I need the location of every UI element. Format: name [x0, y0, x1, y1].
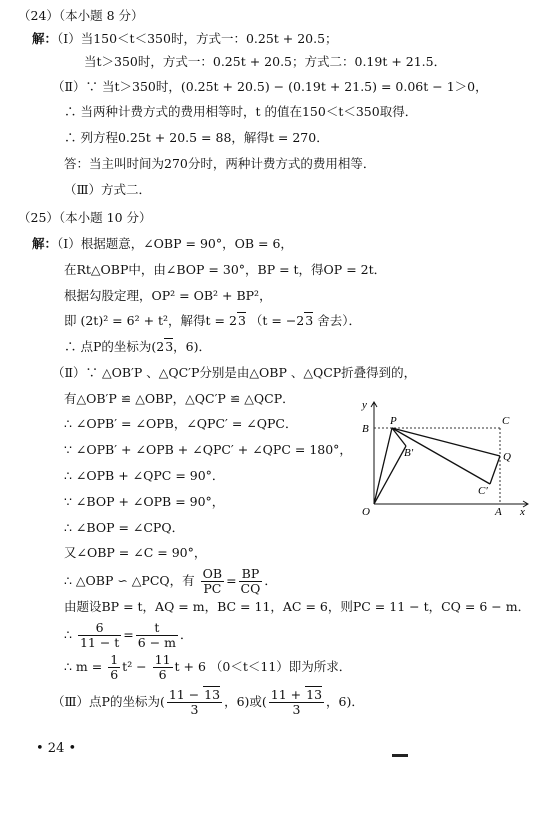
label-a: A	[495, 506, 502, 516]
label-c-prime: C′	[478, 485, 488, 497]
q25-part2-line3: ∴ ∠OPB′ = ∠OPB，∠QPC′ = ∠QPC．	[64, 416, 298, 431]
line-c-prime-q	[490, 456, 500, 484]
q24-part2-line2: ∴ 当两种计费方式的费用相等时，t 的值在150＜t＜350取得．	[64, 104, 418, 119]
label-y: y	[362, 399, 367, 411]
q25-part2-line11: ∴ $\frac{6}{11 - t}$ = $\frac{t}{6 - m}$ ．	[64, 620, 193, 650]
label-q: Q	[503, 451, 511, 463]
q25-part2-line10: 由题设BP = t，AQ = m，BC = 11，AC = 6，则PC = 11 − t，CQ = 6 − m．	[64, 599, 531, 614]
q25-part2-line2: 有△OB′P ≌ △OBP，△QC′P ≌ △QCP．	[64, 391, 295, 406]
q25-part1-line5: ∴ 点P的坐标为(23，6)．	[64, 339, 212, 354]
q24-header: （24）（本小题 8 分）	[18, 8, 144, 23]
q24-part2-line1: （Ⅱ）∵ 当t＞350时，(0.25t + 20.5) − (0.19t + 21.5) = 0.06t − 1＞0，	[52, 79, 488, 94]
fraction-11-plus-sqrt13: $\frac{11 + 13}{3}$	[270, 687, 323, 717]
q24-part2-line3: ∴ 列方程0.25t + 20.5 = 88，解得t = 270．	[64, 130, 329, 145]
label-o: O	[362, 506, 370, 516]
q25-part1-line2: 在Rt△OBP中，由∠BOP = 30°，BP = t，得OP = 2t．	[64, 262, 387, 277]
q25-solution-label: 解：	[32, 236, 58, 251]
sqrt-3: 3	[237, 313, 246, 328]
q25-part1-a: （Ⅰ）根据题意，∠OBP = 90°，OB = 6，	[57, 236, 293, 251]
label-b-prime: B′	[404, 447, 414, 459]
line-ob-prime	[374, 446, 406, 504]
label-p: P	[390, 415, 397, 427]
q24-part1-line2: 当t＞350时，方式一：0.25t + 20.5；方式二：0.19t + 21.5．	[84, 54, 447, 69]
q25-part1-line1	[32, 236, 293, 252]
label-c: C	[502, 415, 510, 427]
q25-part2-line1: （Ⅱ）∵ △OB′P 、△QC′P分别是由△OBP 、△QCP折叠得到的，	[52, 365, 417, 380]
q25-part3-line: （Ⅲ）点P的坐标为( $\frac{11 - 13}{3}$ ，6)或( $\frac{11 + 13}{3}$ ，6)．	[52, 687, 364, 717]
q24-answer-line: 答：当主叫时间为270分时，两种计费方式的费用相等．	[64, 156, 376, 171]
q25-part2-line12: ∴ m = $\frac{1}{6}$ t² − $\frac{11}{6}$ t + 6 （0＜t＜11）即为所求．	[64, 652, 352, 682]
q25-part1-line3: 根据勾股定理，OP² = OB² + BP²，	[64, 288, 272, 303]
q25-part2-line5: ∴ ∠OPB + ∠QPC = 90°．	[64, 468, 225, 483]
q25-part2-line4: ∵ ∠OPB′ + ∠OPB + ∠QPC′ + ∠QPC = 180°，	[64, 442, 352, 457]
q25-part2-line6: ∵ ∠BOP + ∠OPB = 90°，	[64, 494, 225, 509]
q25-part1-line4: 即 (2t)² = 6² + t²，解得t = 23 （t = −23 舍去）．	[64, 313, 361, 328]
label-b: B	[362, 423, 369, 435]
line-op	[374, 428, 392, 504]
fraction-11-6: $\frac{11}{6}$	[154, 652, 171, 682]
label-x: x	[520, 506, 525, 516]
sqrt-3: 3	[305, 313, 314, 328]
q25-header: （25）（本小题 10 分）	[18, 210, 152, 225]
q25-part2-line7: ∴ ∠BOP = ∠CPQ．	[64, 520, 185, 535]
fraction-t-over-6-m: $\frac{t}{6 - m}$	[137, 620, 177, 650]
q25-part2-line8: 又∠OBP = ∠C = 90°，	[64, 545, 207, 560]
decorative-dash	[392, 754, 408, 757]
q24-part1-line1	[32, 31, 338, 47]
q24-solution-label: 解：	[32, 31, 58, 46]
q25-part2-line9: ∴ △OBP ∽ △PCQ，有 $\frac{OB}{PC}$ = $\frac{BP}{CQ}$ ．	[64, 566, 277, 596]
fraction-11-minus-sqrt13: $\frac{11 - 13}{3}$	[168, 687, 221, 717]
q24-part1-a: （Ⅰ）当150＜t＜350时，方式一：0.25t + 20.5；	[57, 31, 338, 46]
sqrt-3: 3	[165, 339, 174, 354]
fraction-1-6: $\frac{1}{6}$	[110, 652, 119, 682]
fraction-6-over-11-t: $\frac{6}{11 - t}$	[79, 620, 120, 650]
q24-part3-line: （Ⅲ）方式二．	[64, 182, 152, 197]
fraction-bp-cq: $\frac{BP}{CQ}$	[240, 566, 261, 596]
page-number: • 24 •	[36, 741, 77, 756]
fraction-ob-pc: $\frac{OB}{PC}$	[202, 566, 223, 596]
geometry-figure	[352, 398, 532, 516]
